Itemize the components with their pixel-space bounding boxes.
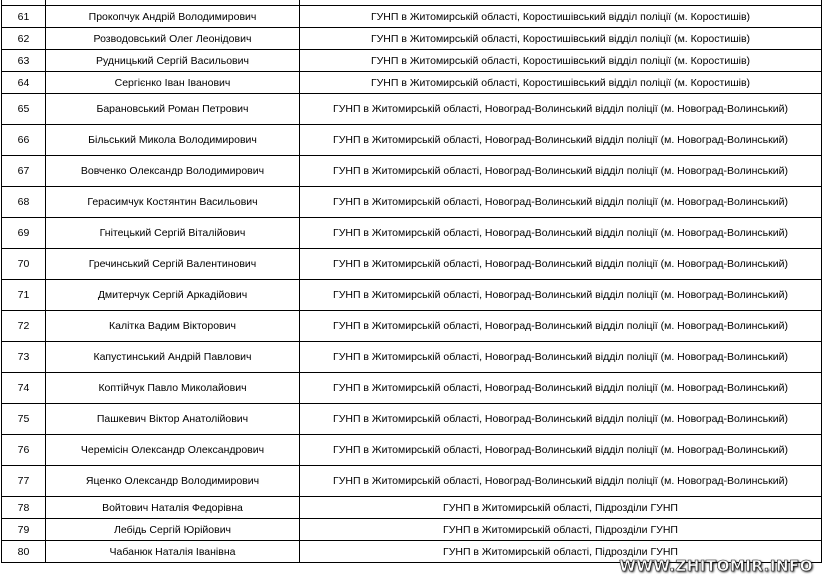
police-unit: ГУНП в Житомирській області, Новоград-Волинський відділ поліції (м. Новоград-Волинський) (300, 187, 822, 218)
row-number: 63 (2, 50, 46, 72)
row-number: 76 (2, 435, 46, 466)
full-name: Калітка Вадим Вікторович (46, 311, 300, 342)
table-row (2, 6, 822, 28)
personnel-table (1, 0, 822, 563)
full-name: Пашкевич Віктор Анатолійович (46, 404, 300, 435)
police-unit: ГУНП в Житомирській області, Новоград-Волинський відділ поліції (м. Новоград-Волинський) (300, 435, 822, 466)
row-number: 69 (2, 218, 46, 249)
row-number: 61 (2, 6, 46, 28)
police-unit: ГУНП в Житомирській області, Новоград-Волинський відділ поліції (м. Новоград-Волинський) (300, 94, 822, 125)
police-unit: ГУНП в Житомирській області, Новоград-Волинський відділ поліції (м. Новоград-Волинський) (300, 311, 822, 342)
row-number: 70 (2, 249, 46, 280)
table-row (2, 466, 822, 497)
table-row (2, 342, 822, 373)
row-number: 64 (2, 72, 46, 94)
table-row (2, 435, 822, 466)
police-unit: ГУНП в Житомирській області, Новоград-Волинський відділ поліції (м. Новоград-Волинський) (300, 342, 822, 373)
table-row (2, 373, 822, 404)
row-number: 73 (2, 342, 46, 373)
police-unit: ГУНП в Житомирській області, Коростишівський відділ поліції (м. Коростишів) (300, 6, 822, 28)
police-unit: ГУНП в Житомирській області, Коростишівський відділ поліції (м. Коростишів) (300, 50, 822, 72)
full-name: Капустинський Андрій Павлович (46, 342, 300, 373)
full-name: Войтович Наталія Федорівна (46, 497, 300, 519)
full-name: Барановський Роман Петрович (46, 94, 300, 125)
police-unit: ГУНП в Житомирській області, Новоград-Волинський відділ поліції (м. Новоград-Волинський) (300, 218, 822, 249)
table-row (2, 50, 822, 72)
row-number: 72 (2, 311, 46, 342)
police-unit: ГУНП в Житомирській області, Новоград-Волинський відділ поліції (м. Новоград-Волинський) (300, 156, 822, 187)
full-name: Більський Микола Володимирович (46, 125, 300, 156)
police-unit: ГУНП в Житомирській області, Підрозділи ГУНП (300, 541, 822, 563)
full-name: Герасимчук Костянтин Васильович (46, 187, 300, 218)
full-name: Сергієнко Іван Іванович (46, 72, 300, 94)
table-row (2, 218, 822, 249)
full-name: Прокопчук Андрій Володимирович (46, 6, 300, 28)
table-row (2, 311, 822, 342)
full-name: Вовченко Олександр Володимирович (46, 156, 300, 187)
row-number: 78 (2, 497, 46, 519)
row-number: 77 (2, 466, 46, 497)
row-number: 71 (2, 280, 46, 311)
row-number: 65 (2, 94, 46, 125)
row-number: 67 (2, 156, 46, 187)
row-number: 62 (2, 28, 46, 50)
police-unit: ГУНП в Житомирській області, Новоград-Волинський відділ поліції (м. Новоград-Волинський) (300, 280, 822, 311)
table-row (2, 72, 822, 94)
table-row (2, 94, 822, 125)
row-number: 74 (2, 373, 46, 404)
full-name: Рудницький Сергій Васильович (46, 50, 300, 72)
police-unit: ГУНП в Житомирській області, Коростишівський відділ поліції (м. Коростишів) (300, 28, 822, 50)
table-row (2, 497, 822, 519)
police-unit: ГУНП в Житомирській області, Підрозділи ГУНП (300, 519, 822, 541)
full-name: Розводовський Олег Леонідович (46, 28, 300, 50)
table-row (2, 280, 822, 311)
row-number: 68 (2, 187, 46, 218)
table-row (2, 125, 822, 156)
full-name: Лебідь Сергій Юрійович (46, 519, 300, 541)
police-unit: ГУНП в Житомирській області, Новоград-Волинський відділ поліції (м. Новоград-Волинський) (300, 404, 822, 435)
police-unit: ГУНП в Житомирській області, Новоград-Волинський відділ поліції (м. Новоград-Волинський) (300, 249, 822, 280)
row-number: 75 (2, 404, 46, 435)
full-name: Гнітецький Сергій Віталійович (46, 218, 300, 249)
row-number: 80 (2, 541, 46, 563)
table-row (2, 187, 822, 218)
full-name: Черемісін Олександр Олександрович (46, 435, 300, 466)
police-unit: ГУНП в Житомирській області, Коростишівський відділ поліції (м. Коростишів) (300, 72, 822, 94)
table-row (2, 156, 822, 187)
table-row (2, 28, 822, 50)
full-name: Чабанюк Наталія Іванівна (46, 541, 300, 563)
police-unit: ГУНП в Житомирській області, Підрозділи ГУНП (300, 497, 822, 519)
police-unit: ГУНП в Житомирській області, Новоград-Волинський відділ поліції (м. Новоград-Волинський) (300, 466, 822, 497)
table-row (2, 249, 822, 280)
full-name: Дмитерчук Сергій Аркадійович (46, 280, 300, 311)
police-unit: ГУНП в Житомирській області, Новоград-Волинський відділ поліції (м. Новоград-Волинський) (300, 373, 822, 404)
table-row (2, 404, 822, 435)
row-number: 66 (2, 125, 46, 156)
police-unit: ГУНП в Житомирській області, Новоград-Волинський відділ поліції (м. Новоград-Волинський) (300, 125, 822, 156)
full-name: Коптійчук Павло Миколайович (46, 373, 300, 404)
row-number: 79 (2, 519, 46, 541)
site-watermark: WWW.ZHITOMIR.INFO (619, 557, 813, 575)
full-name: Яценко Олександр Володимирович (46, 466, 300, 497)
table-row (2, 519, 822, 541)
full-name: Гречинський Сергій Валентинович (46, 249, 300, 280)
